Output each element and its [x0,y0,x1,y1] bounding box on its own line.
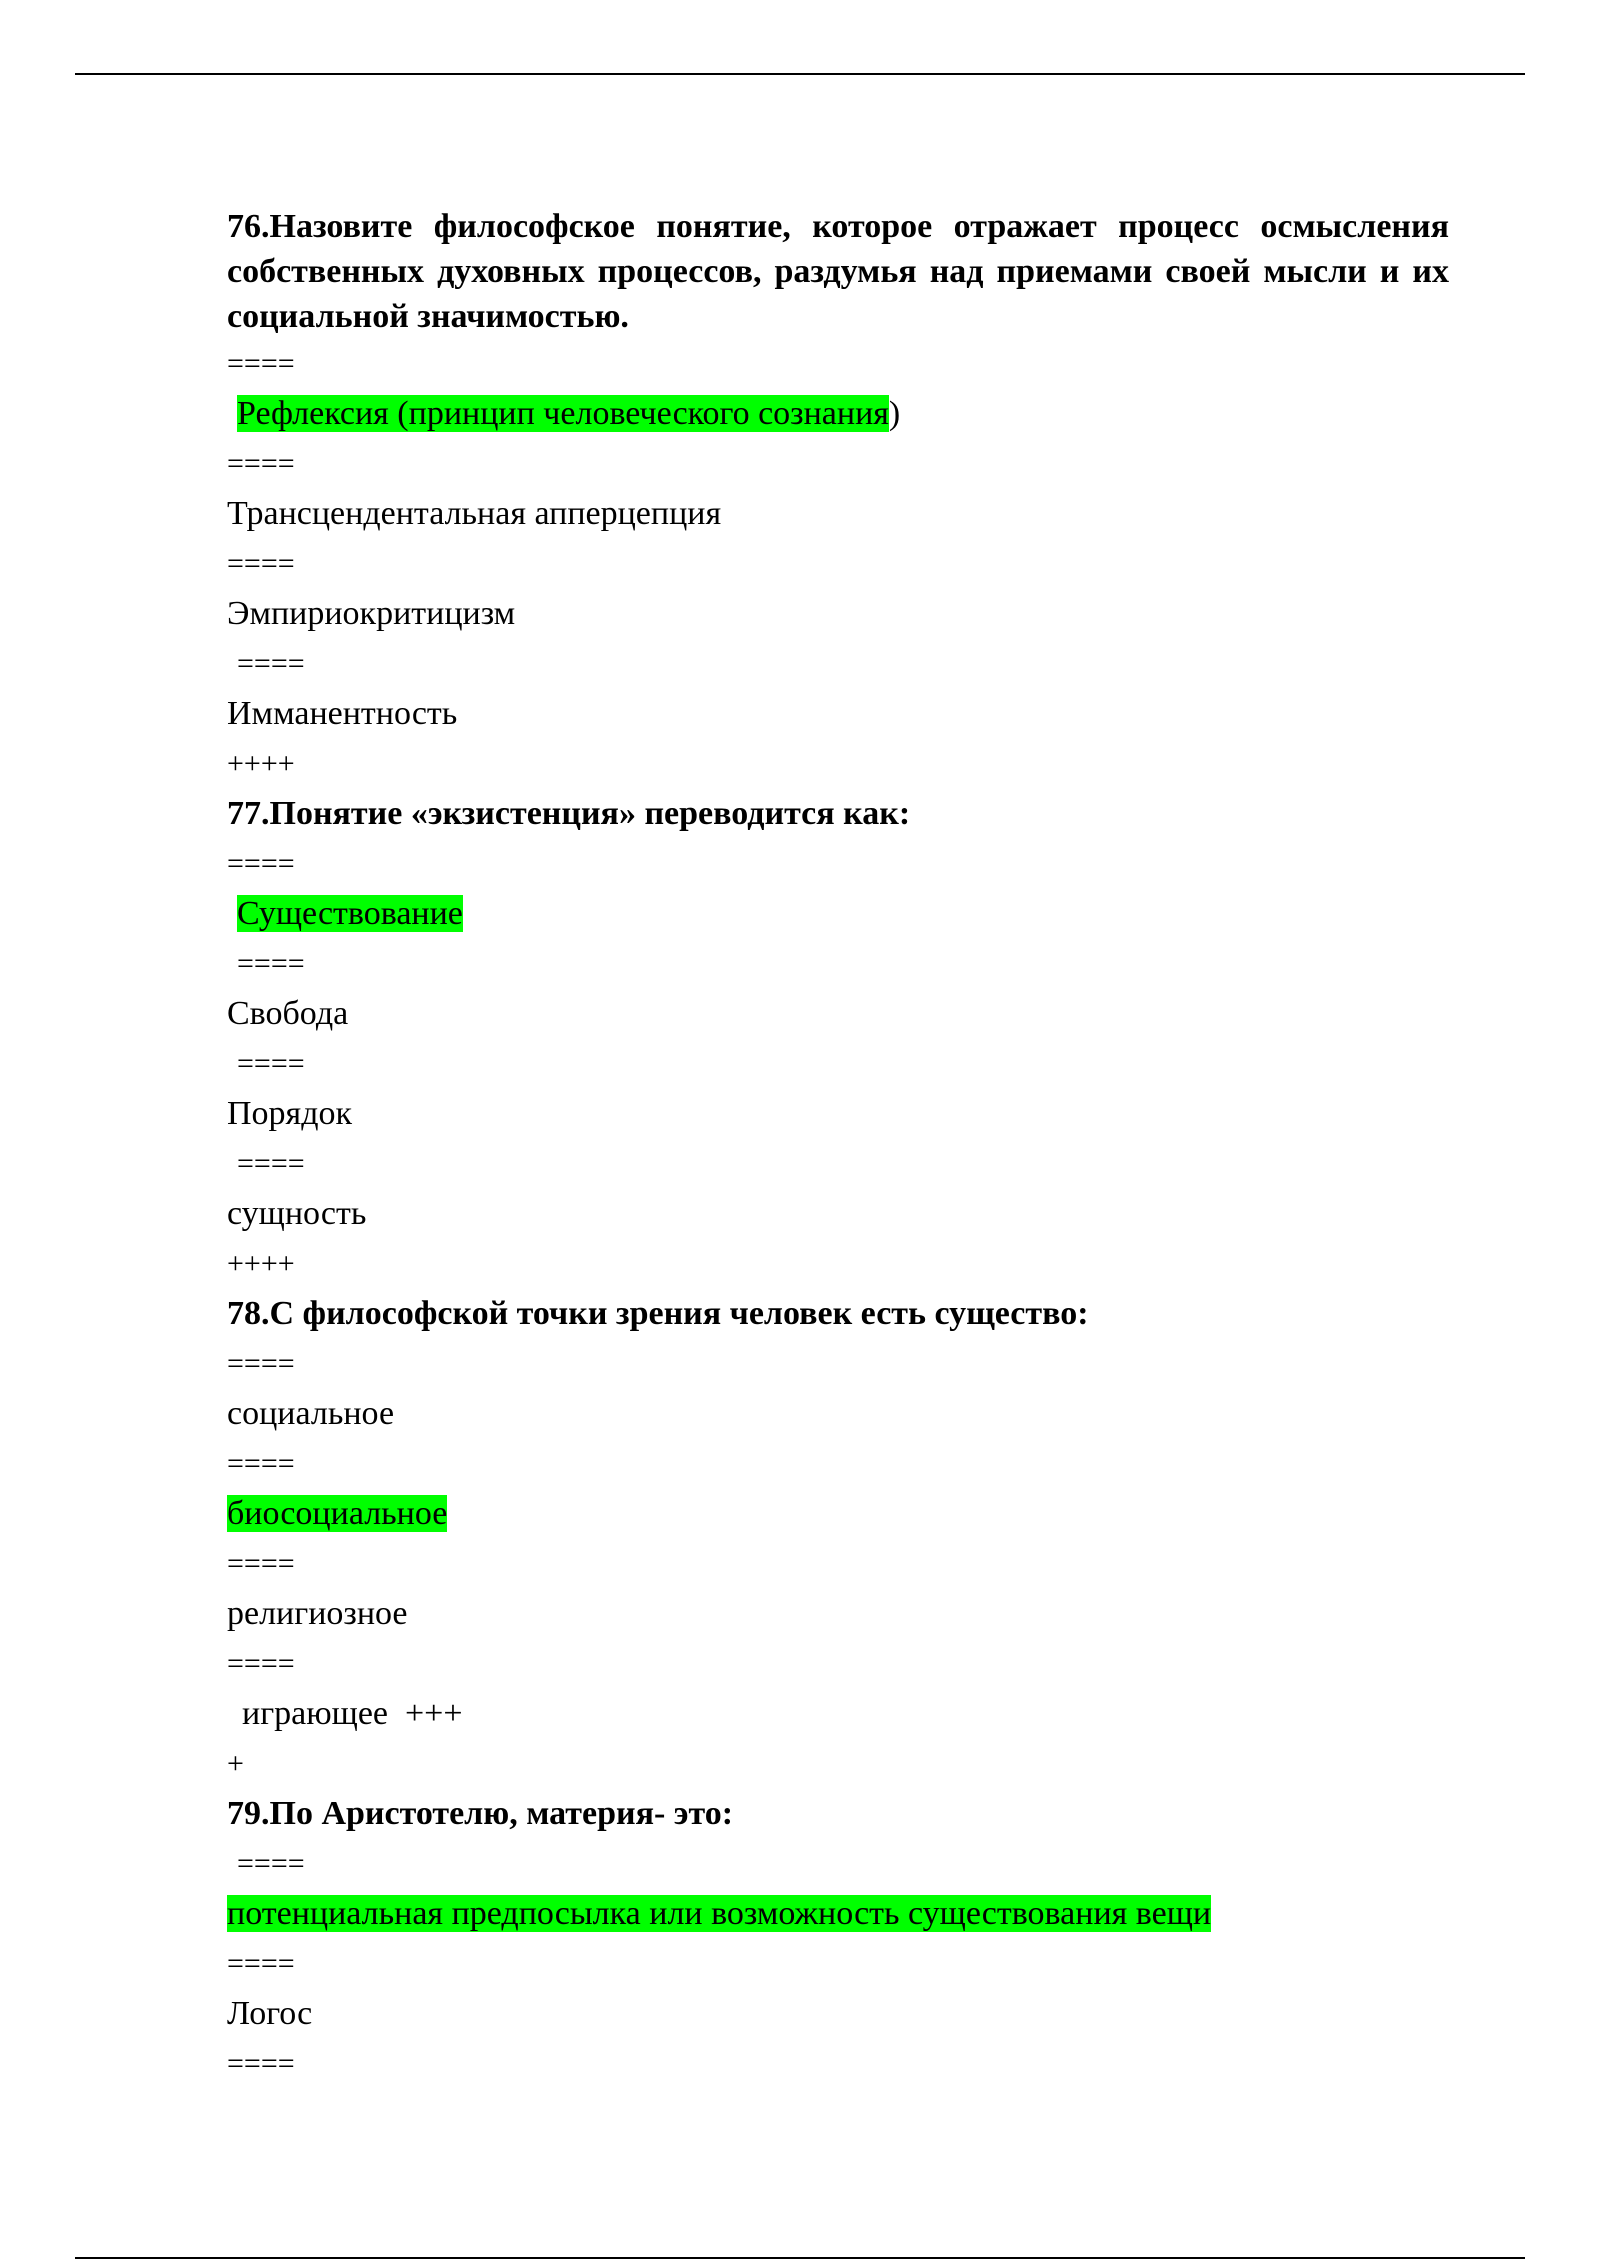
separator: ==== [227,547,295,580]
footer-rule [75,2257,1525,2259]
separator: ==== [237,947,305,980]
separator: ==== [227,347,295,380]
highlighted-answer: потенциальная предпосылка или возможность существования вещи [227,1895,1212,1932]
answer-77-2: Свобода [227,995,349,1032]
answer-78-4: играющее +++ [242,1695,463,1732]
answer-76-2: Трансцендентальная апперцепция [227,495,722,532]
answer-79-correct [227,1889,1449,1939]
header-rule [75,73,1525,75]
answer-77-correct [227,889,1449,939]
separator: ==== [227,1647,295,1680]
answer-76-3: Эмпириокритицизм [227,595,516,632]
answer-76-correct: Рефлексия (принцип человеческого сознания) [237,395,901,432]
separator: ==== [227,447,295,480]
separator: ==== [237,1047,305,1080]
separator: ==== [237,647,305,680]
separator: ==== [227,1547,295,1580]
separator: ==== [227,1947,295,1980]
answer-78-correct [227,1489,1449,1539]
document-body [227,204,1449,2089]
separator: ==== [237,1847,305,1880]
question-76-title: 76.Назовите философское понятие, которое отражает процесс осмысления собственных духовных процессов, раздумья над приемами своей мысли и их социальной значимостью. [227,208,1449,335]
highlighted-answer: Существование [237,895,463,932]
question-78-title: 78.С философской точки зрения человек есть существо: [227,1295,1089,1332]
answer-78-3: религиозное [227,1595,408,1632]
question-79-title: 79.По Аристотелю, материя- это: [227,1795,734,1832]
separator: ==== [227,2047,295,2080]
separator: ==== [227,1447,295,1480]
answer-77-3: Порядок [227,1095,353,1132]
question-77-title: 77.Понятие «экзистенция» переводится как: [227,795,911,832]
separator: ==== [237,1147,305,1180]
answer-79-2: Логос [227,1995,313,2032]
separator: ==== [227,1347,295,1380]
answer-78-1: социальное [227,1395,395,1432]
question-end-marker: ++++ [227,747,295,780]
separator: ==== [227,847,295,880]
question-end-marker: + [227,1747,244,1780]
question-end-marker: ++++ [227,1247,295,1280]
highlighted-answer: Рефлексия (принцип человеческого сознания [237,395,889,432]
highlighted-answer: биосоциальное [227,1495,448,1532]
answer-77-4: сущность [227,1195,367,1232]
answer-76-4: Имманентность [227,695,458,732]
